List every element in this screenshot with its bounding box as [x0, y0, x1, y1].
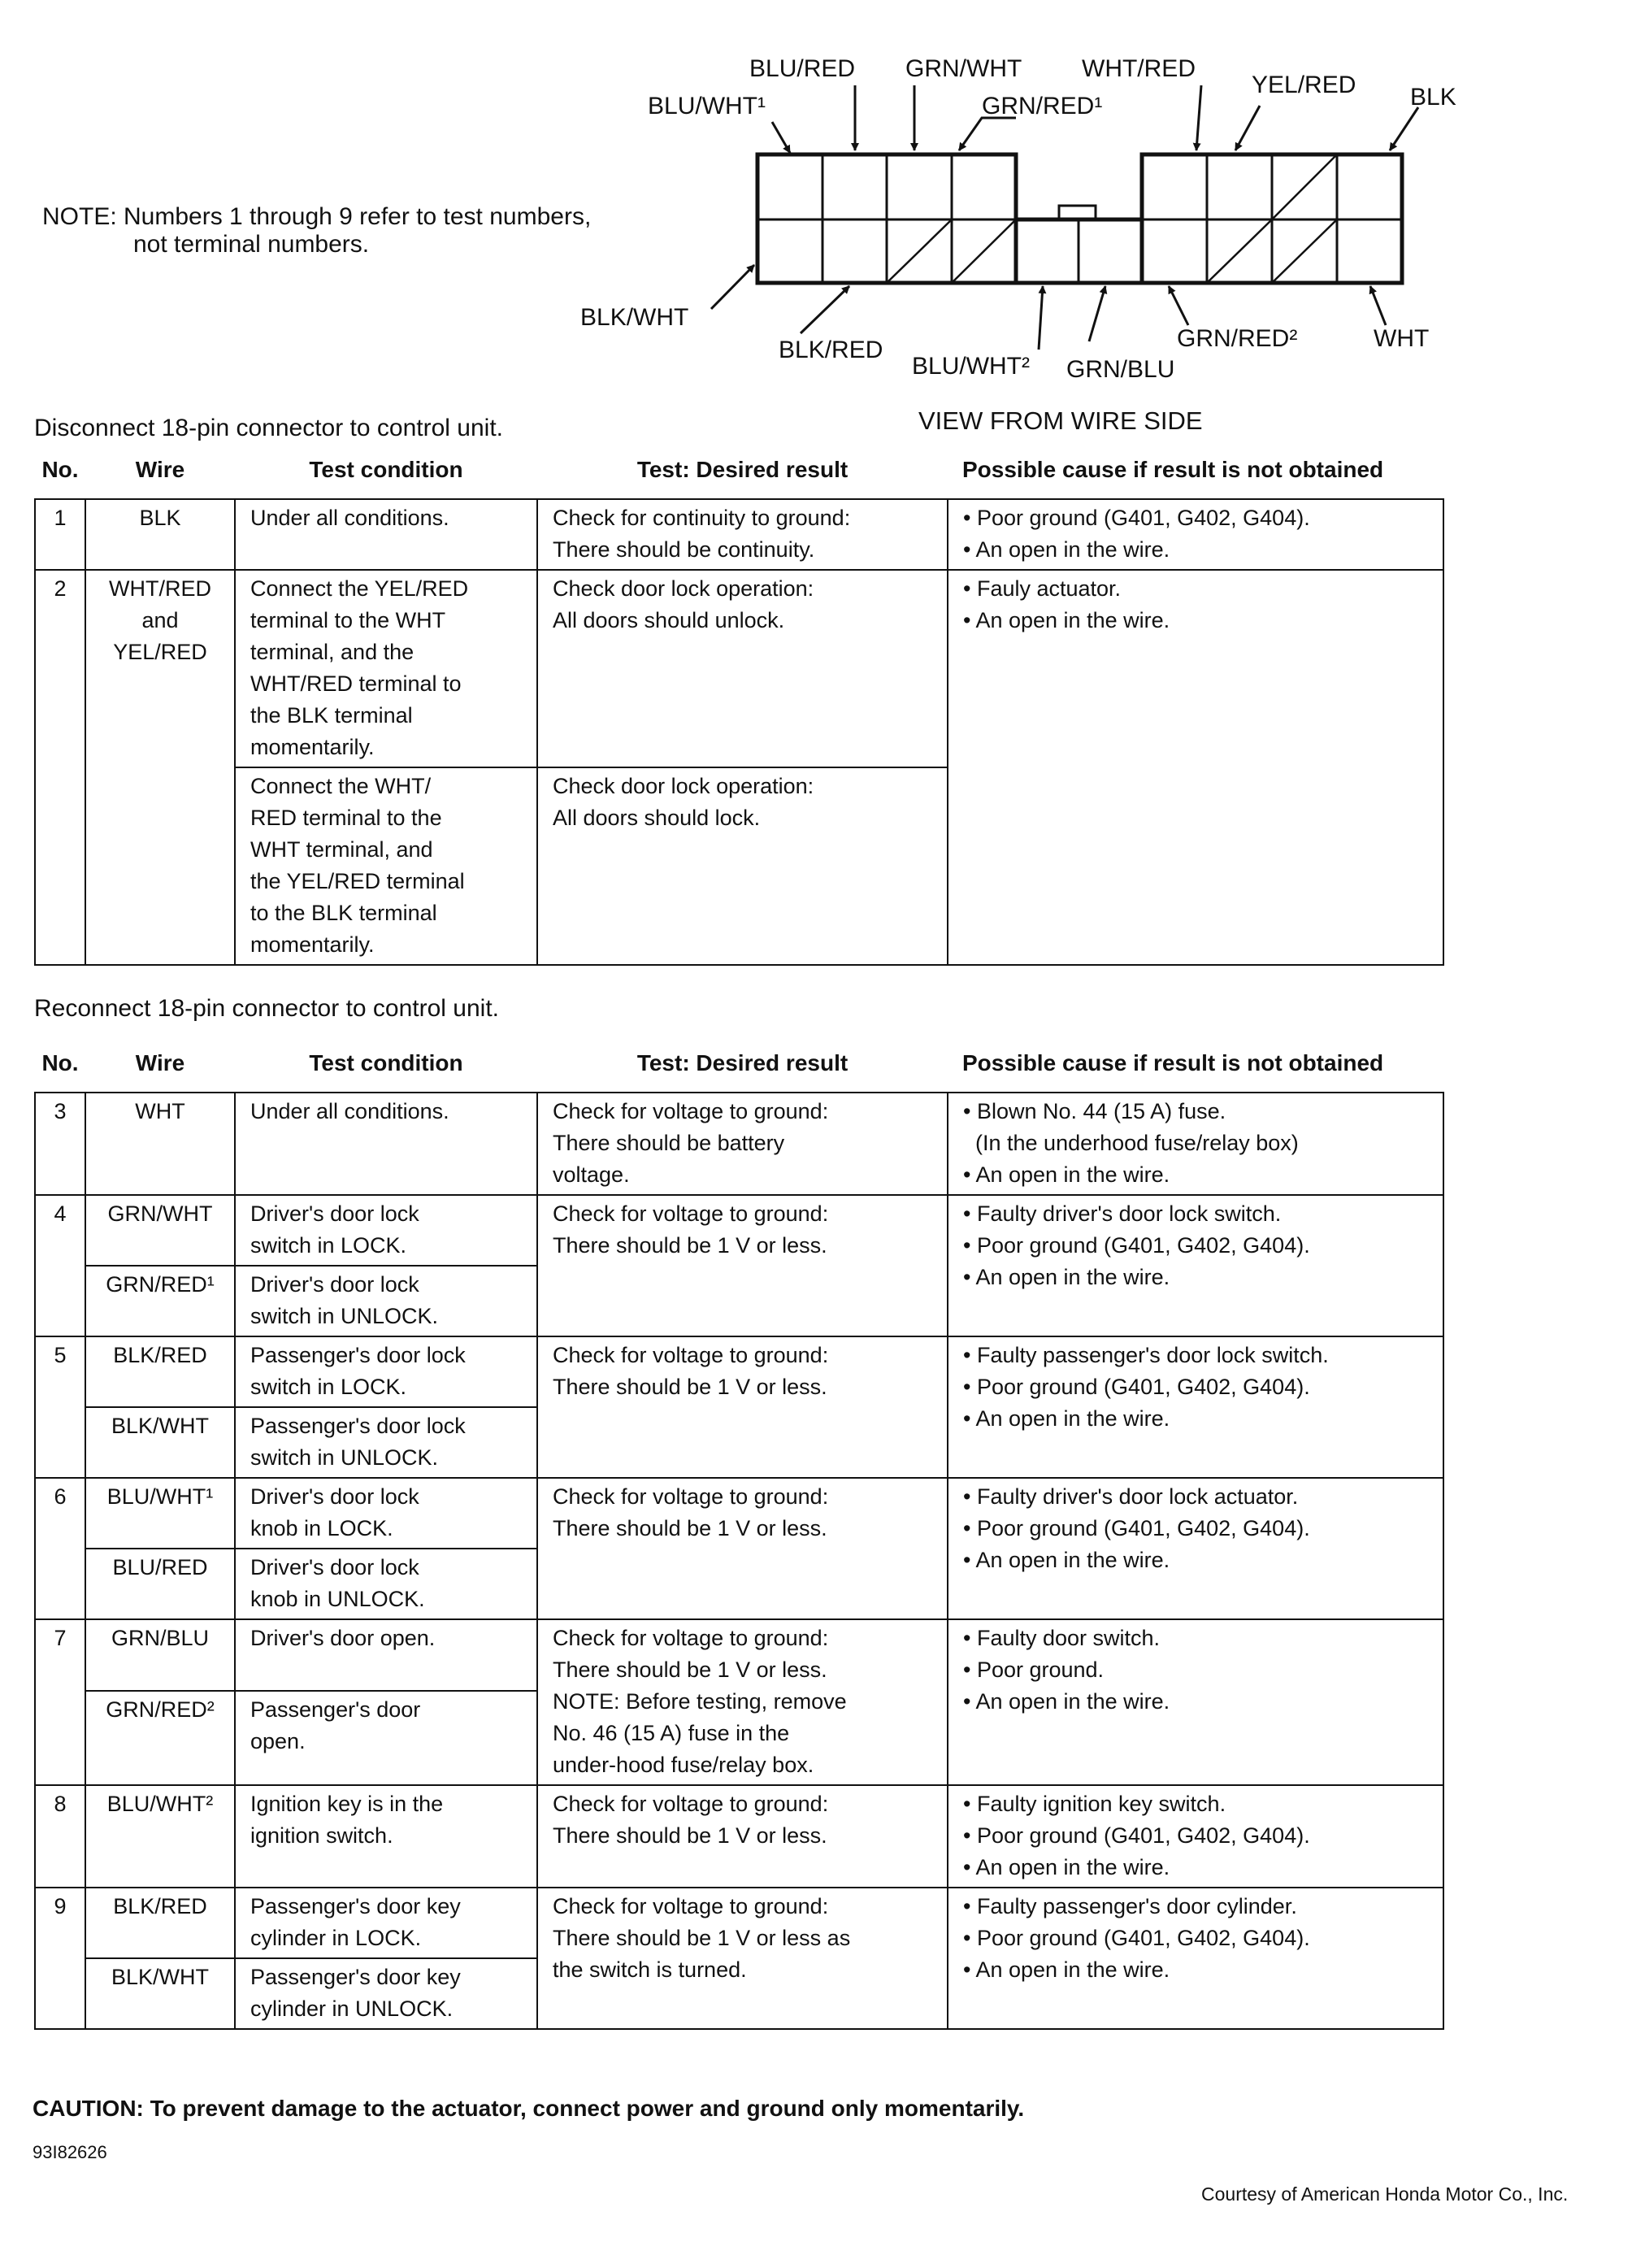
result-line: Check for voltage to ground:: [553, 1626, 829, 1650]
header-desired-result: Test: Desired result: [636, 1050, 849, 1075]
desired-result: [537, 1478, 948, 1619]
condition-line: Driver's door lock: [250, 1555, 419, 1579]
test-condition: Under all conditions.: [235, 1093, 537, 1195]
test-number: 7: [35, 1619, 85, 1785]
view-from-wire-side-label: VIEW FROM WIRE SIDE: [918, 406, 1203, 435]
condition-line: switch in UNLOCK.: [250, 1445, 439, 1470]
desired-result: [537, 1093, 948, 1195]
wire-color: [85, 570, 235, 965]
possible-cause: [948, 1093, 1443, 1195]
condition-line: Passenger's door lock: [250, 1343, 466, 1367]
cause-line: • Poor ground (G401, G402, G404).: [963, 1516, 1310, 1540]
cause-line: • An open in the wire.: [963, 537, 1170, 562]
result-line: NOTE: Before testing, remove: [553, 1689, 847, 1714]
header-test-condition: Test condition: [309, 457, 463, 482]
cause-line: • Faulty ignition key switch.: [963, 1792, 1226, 1816]
desired-result: [537, 499, 948, 570]
header-wire: Wire: [135, 1050, 185, 1075]
result-line: There should be 1 V or less.: [553, 1375, 827, 1399]
cause-line: • An open in the wire.: [963, 1162, 1170, 1187]
result-line: There should be 1 V or less.: [553, 1658, 827, 1682]
condition-line: WHT terminal, and: [250, 837, 433, 862]
connected-test-table: [34, 1047, 1444, 2030]
diagram-note: [42, 203, 591, 259]
condition-line: knob in LOCK.: [250, 1516, 393, 1540]
cause-line: • An open in the wire.: [963, 1265, 1170, 1289]
result-line: Check for voltage to ground:: [553, 1894, 829, 1918]
result-line: Check door lock operation:: [553, 576, 814, 601]
condition-line: Passenger's door: [250, 1697, 421, 1722]
table-row: [35, 1195, 1443, 1266]
cause-line: • Faulty passenger's door cylinder.: [963, 1894, 1297, 1918]
cause-line: • Blown No. 44 (15 A) fuse.: [963, 1099, 1226, 1123]
header-test-condition: Test condition: [309, 1050, 463, 1075]
test-condition: [235, 1958, 537, 2029]
result-line: Check for voltage to ground:: [553, 1792, 829, 1816]
table-row: [35, 1785, 1443, 1888]
wire-color: BLU/RED: [85, 1549, 235, 1619]
desired-result: [537, 1619, 948, 1785]
desired-result: [537, 570, 948, 767]
table-row: [35, 499, 1443, 570]
result-line: There should be continuity.: [553, 537, 815, 562]
condition-line: to the BLK terminal: [250, 901, 437, 925]
possible-cause: [948, 1619, 1443, 1785]
condition-line: Driver's door lock: [250, 1484, 419, 1509]
condition-line: Connect the YEL/RED: [250, 576, 469, 601]
courtesy-credit: Courtesy of American Honda Motor Co., Inc.: [1201, 2183, 1569, 2205]
figure-id: 93I82626: [33, 2142, 107, 2162]
cause-line: • Faulty passenger's door lock switch.: [963, 1343, 1329, 1367]
condition-line: switch in LOCK.: [250, 1375, 407, 1399]
condition-line: the YEL/RED terminal: [250, 869, 465, 893]
wire-line: WHT/RED: [109, 576, 211, 601]
result-line: under-hood fuse/relay box.: [553, 1753, 814, 1777]
note-line-1: NOTE: Numbers 1 through 9 refer to test numbers,: [42, 203, 592, 230]
condition-line: Driver's door lock: [250, 1272, 419, 1297]
wire-label-grn-red-1: GRN/RED¹: [982, 93, 1103, 119]
cause-line: • Poor ground (G401, G402, G404).: [963, 1823, 1310, 1848]
test-condition: [235, 1888, 537, 1958]
condition-line: terminal to the WHT: [250, 608, 446, 632]
test-number: 4: [35, 1195, 85, 1336]
cause-line: • An open in the wire.: [963, 608, 1170, 632]
condition-line: momentarily.: [250, 735, 375, 759]
condition-line: Ignition key is in the: [250, 1792, 444, 1816]
result-line: Check for continuity to ground:: [553, 506, 851, 530]
disconnect-instruction: Disconnect 18-pin connector to control unit.: [34, 415, 503, 441]
cause-line: • Poor ground (G401, G402, G404).: [963, 1926, 1310, 1950]
test-condition: [235, 1785, 537, 1888]
result-line: Check for voltage to ground:: [553, 1201, 829, 1226]
wire-label-blu-wht-2: BLU/WHT²: [912, 353, 1030, 380]
result-line: There should be 1 V or less.: [553, 1823, 827, 1848]
result-line: Check for voltage to ground:: [553, 1484, 829, 1509]
wire-label-grn-blu: GRN/BLU: [1066, 356, 1175, 383]
condition-line: cylinder in UNLOCK.: [250, 1996, 454, 2021]
condition-line: Passenger's door key: [250, 1894, 461, 1918]
condition-line: the BLK terminal: [250, 703, 413, 728]
wire-label-yel-red: YEL/RED: [1252, 72, 1356, 98]
header-wire: Wire: [135, 457, 185, 482]
condition-line: switch in LOCK.: [250, 1233, 407, 1258]
wire-label-blu-wht-1: BLU/WHT¹: [648, 93, 766, 119]
connector-body: [757, 154, 1402, 283]
test-condition: [235, 1478, 537, 1549]
table-row: [35, 1888, 1443, 1958]
test-number: 1: [35, 499, 85, 570]
wire-label-blk: BLK: [1410, 84, 1456, 111]
wire-color: BLK/WHT: [85, 1958, 235, 2029]
condition-line: Passenger's door lock: [250, 1414, 466, 1438]
result-line: There should be 1 V or less.: [553, 1233, 827, 1258]
test-number: 9: [35, 1888, 85, 2029]
test-condition: [235, 1266, 537, 1336]
wire-color: GRN/RED¹: [85, 1266, 235, 1336]
condition-line: knob in UNLOCK.: [250, 1587, 425, 1611]
cause-line: • Poor ground (G401, G402, G404).: [963, 1233, 1310, 1258]
condition-line: Passenger's door key: [250, 1965, 461, 1989]
condition-line: terminal, and the: [250, 640, 415, 664]
table-header-row: [35, 1047, 1443, 1093]
desired-result: [537, 1336, 948, 1478]
possible-cause: [948, 1336, 1443, 1478]
wire-color: BLK/RED: [85, 1336, 235, 1407]
wire-color: WHT: [85, 1093, 235, 1195]
condition-line: switch in UNLOCK.: [250, 1304, 439, 1328]
result-line: Check door lock operation:: [553, 774, 814, 798]
test-number: 8: [35, 1785, 85, 1888]
result-line: the switch is turned.: [553, 1957, 747, 1982]
condition-line: Connect the WHT/: [250, 774, 432, 798]
wire-color: BLU/WHT²: [85, 1785, 235, 1888]
wire-label-blk-red: BLK/RED: [779, 337, 883, 363]
caution-note: CAUTION: To prevent damage to the actuator, connect power and ground only momentarily.: [33, 2096, 1025, 2121]
result-line: There should be 1 V or less.: [553, 1516, 827, 1540]
cause-line: • Faulty driver's door lock actuator.: [963, 1484, 1299, 1509]
condition-line: open.: [250, 1729, 306, 1753]
wire-label-wht-red: WHT/RED: [1082, 55, 1196, 82]
cause-line: • An open in the wire.: [963, 1689, 1170, 1714]
header-no: No.: [41, 457, 79, 482]
possible-cause: [948, 1478, 1443, 1619]
test-condition: [235, 570, 537, 767]
cause-line: • Poor ground.: [963, 1658, 1105, 1682]
desired-result: [537, 1785, 948, 1888]
wire-color: BLK/RED: [85, 1888, 235, 1958]
wire-color: BLU/WHT¹: [85, 1478, 235, 1549]
cause-line: • Faulty door switch.: [963, 1626, 1161, 1650]
condition-line: momentarily.: [250, 932, 375, 957]
condition-line: ignition switch.: [250, 1823, 393, 1848]
result-line: voltage.: [553, 1162, 630, 1187]
test-number: 6: [35, 1478, 85, 1619]
wire-line: and: [141, 608, 179, 632]
condition-line: RED terminal to the: [250, 806, 442, 830]
header-possible-cause: Possible cause if result is not obtained: [962, 457, 1384, 482]
wire-color: GRN/BLU: [85, 1619, 235, 1691]
result-line: Check for voltage to ground:: [553, 1343, 829, 1367]
possible-cause: [948, 1195, 1443, 1336]
test-condition: [235, 1619, 537, 1691]
test-number: 3: [35, 1093, 85, 1195]
result-line: All doors should unlock.: [553, 608, 785, 632]
cause-line: • An open in the wire.: [963, 1406, 1170, 1431]
wire-color: BLK/WHT: [85, 1407, 235, 1478]
cause-line: • An open in the wire.: [963, 1855, 1170, 1879]
test-condition: [235, 1195, 537, 1266]
cause-line: • An open in the wire.: [963, 1957, 1170, 1982]
cause-line: • An open in the wire.: [963, 1548, 1170, 1572]
reconnect-instruction: Reconnect 18-pin connector to control unit.: [34, 995, 500, 1022]
header-possible-cause: Possible cause if result is not obtained: [962, 1050, 1384, 1075]
result-line: All doors should lock.: [553, 806, 761, 830]
result-line: Check for voltage to ground:: [553, 1099, 829, 1123]
test-condition: [235, 767, 537, 965]
test-number: 5: [35, 1336, 85, 1478]
cause-line: • Faulty driver's door lock switch.: [963, 1201, 1282, 1226]
wire-label-grn-wht: GRN/WHT: [905, 55, 1022, 82]
header-desired-result: Test: Desired result: [636, 457, 849, 482]
table-row: [35, 1093, 1443, 1195]
possible-cause: [948, 1888, 1443, 2029]
desired-result: [537, 1195, 948, 1336]
condition-line: cylinder in LOCK.: [250, 1926, 422, 1950]
desired-result: [537, 1888, 948, 2029]
wire-label-blk-wht: BLK/WHT: [580, 304, 689, 331]
result-line: No. 46 (15 A) fuse in the: [553, 1721, 790, 1745]
desired-result: [537, 767, 948, 965]
possible-cause: [948, 499, 1443, 570]
test-condition: [235, 1407, 537, 1478]
table-row: [35, 1619, 1443, 1691]
cause-line: • Poor ground (G401, G402, G404).: [963, 1375, 1310, 1399]
test-condition: Under all conditions.: [235, 499, 537, 570]
table-row: [35, 570, 1443, 767]
cause-line: • Poor ground (G401, G402, G404).: [963, 506, 1310, 530]
cause-line: (In the underhood fuse/relay box): [963, 1131, 1299, 1155]
result-line: There should be battery: [553, 1131, 785, 1155]
test-number: 2: [35, 570, 85, 965]
result-line: There should be 1 V or less as: [553, 1926, 851, 1950]
condition-line: Driver's door open.: [250, 1626, 436, 1650]
table-row: [35, 1478, 1443, 1549]
possible-cause: [948, 1785, 1443, 1888]
disconnected-test-table: [34, 454, 1444, 966]
condition-line: Driver's door lock: [250, 1201, 419, 1226]
wire-color: GRN/RED²: [85, 1691, 235, 1785]
header-no: No.: [41, 1050, 79, 1075]
table-row: [35, 1336, 1443, 1407]
table-header-row: [35, 454, 1443, 499]
cause-line: • Fauly actuator.: [963, 576, 1122, 601]
wire-label-wht: WHT: [1374, 325, 1430, 352]
test-condition: [235, 1549, 537, 1619]
wire-label-grn-red-2: GRN/RED²: [1177, 325, 1298, 352]
wire-line: YEL/RED: [113, 640, 207, 664]
possible-cause: [948, 570, 1443, 965]
test-condition: [235, 1691, 537, 1785]
wire-color: BLK: [85, 499, 235, 570]
test-condition: [235, 1336, 537, 1407]
condition-line: WHT/RED terminal to: [250, 671, 462, 696]
note-line-2: not terminal numbers.: [133, 231, 370, 258]
wire-color: GRN/WHT: [85, 1195, 235, 1266]
wire-label-blu-red: BLU/RED: [749, 55, 856, 82]
